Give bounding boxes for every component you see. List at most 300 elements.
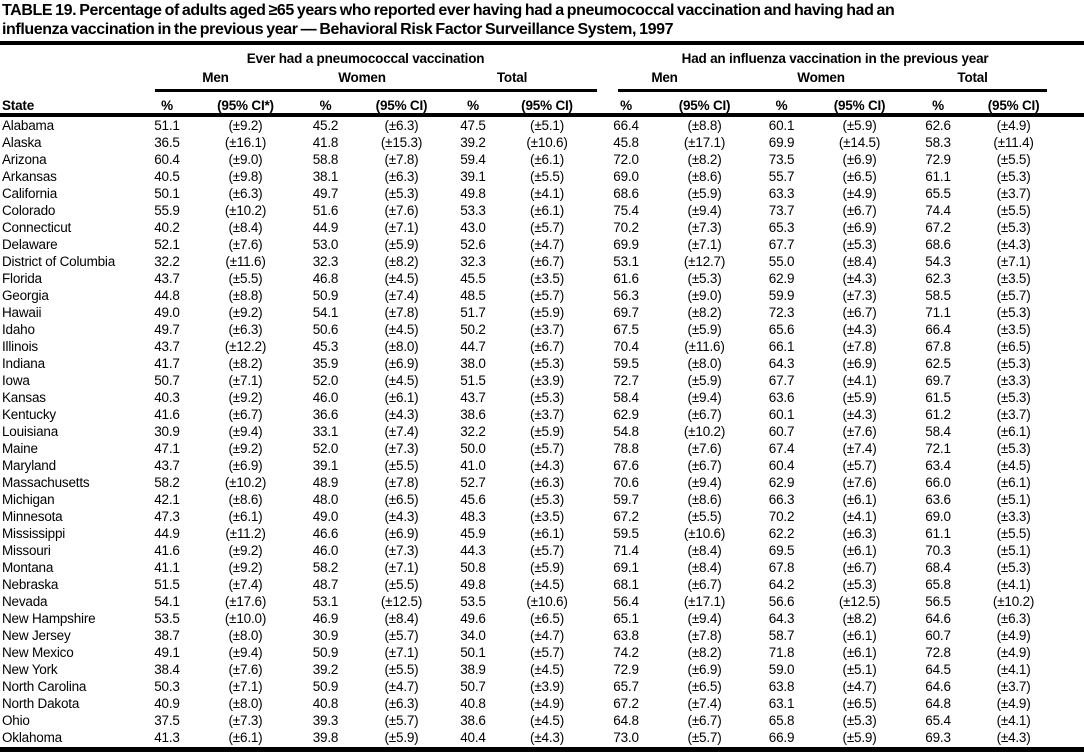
percent-value: 41.6 <box>154 407 180 422</box>
ci-value: (±6.3) <box>530 475 564 490</box>
percent-value: 67.7 <box>768 373 795 388</box>
percent-value: 68.6 <box>925 237 951 252</box>
ci-value: (±10.2) <box>992 594 1035 609</box>
percent-value: 70.2 <box>768 509 795 524</box>
percent-value: 59.9 <box>768 288 795 303</box>
percent-value: 60.7 <box>768 424 795 439</box>
percent-value: 69.7 <box>925 373 951 388</box>
ci-value: (±5.7) <box>687 730 722 745</box>
percent-value: 58.2 <box>312 560 339 575</box>
table-row <box>0 372 1084 389</box>
percent-value: 61.2 <box>925 407 951 422</box>
col-header-ci: (95% CI) <box>987 98 1040 113</box>
ci-value: (±5.3) <box>996 169 1031 184</box>
percent-value: 49.1 <box>154 645 180 660</box>
percent-value: 70.2 <box>613 220 639 235</box>
state-name: Louisiana <box>2 424 58 439</box>
ci-value: (±5.5) <box>996 152 1031 167</box>
state-name: Mississippi <box>2 526 66 541</box>
table-row <box>0 338 1084 355</box>
subgroup-flu-women: Women <box>797 70 845 85</box>
percent-value: 39.1 <box>312 458 339 473</box>
ci-value: (±7.6) <box>842 424 877 439</box>
percent-value: 45.3 <box>312 339 339 354</box>
ci-value: (±8.6) <box>687 492 722 507</box>
percent-value: 45.8 <box>613 135 639 150</box>
ci-value: (±5.7) <box>996 288 1031 303</box>
percent-value: 32.2 <box>154 254 180 269</box>
ci-value: (±5.7) <box>530 441 564 456</box>
table-row <box>0 457 1084 474</box>
ci-value: (±6.3) <box>228 322 263 337</box>
percent-value: 45.9 <box>460 526 486 541</box>
percent-value: 39.8 <box>312 730 339 745</box>
state-name: New Jersey <box>2 628 71 643</box>
percent-value: 56.5 <box>925 594 951 609</box>
subgroup-pneumo-women: Women <box>338 70 386 85</box>
percent-value: 59.0 <box>768 662 795 677</box>
ci-value: (±3.5) <box>996 271 1031 286</box>
percent-value: 60.4 <box>154 152 180 167</box>
percent-value: 64.6 <box>925 679 951 694</box>
ci-value: (±7.6) <box>228 662 263 677</box>
percent-value: 50.0 <box>460 441 486 456</box>
percent-value: 65.4 <box>925 713 951 728</box>
percent-value: 67.8 <box>768 560 795 575</box>
percent-value: 46.8 <box>312 271 339 286</box>
ci-value: (±6.9) <box>842 220 877 235</box>
percent-value: 50.8 <box>460 560 486 575</box>
ci-value: (±6.1) <box>842 543 877 558</box>
percent-value: 70.6 <box>613 475 639 490</box>
percent-value: 40.4 <box>460 730 486 745</box>
state-name: Illinois <box>2 339 38 354</box>
percent-value: 67.7 <box>768 237 795 252</box>
percent-value: 39.3 <box>312 713 339 728</box>
ci-value: (±5.5) <box>996 526 1031 541</box>
percent-value: 58.8 <box>312 152 339 167</box>
ci-value: (±5.9) <box>384 237 419 252</box>
table-row <box>0 168 1084 185</box>
col-header-pct: % <box>319 98 332 113</box>
percent-value: 65.5 <box>925 186 951 201</box>
percent-value: 50.7 <box>154 373 180 388</box>
ci-value: (±4.3) <box>996 237 1031 252</box>
percent-value: 62.9 <box>768 475 795 490</box>
state-name: New York <box>2 662 58 677</box>
percent-value: 69.9 <box>768 135 795 150</box>
percent-value: 32.3 <box>460 254 486 269</box>
table-body <box>0 117 1084 746</box>
percent-value: 72.9 <box>925 152 951 167</box>
ci-value: (±8.8) <box>228 288 263 303</box>
percent-value: 54.1 <box>312 305 339 320</box>
percent-value: 63.8 <box>613 628 639 643</box>
percent-value: 40.8 <box>312 696 339 711</box>
ci-value: (±15.3) <box>380 135 423 150</box>
ci-value: (±8.2) <box>842 611 877 626</box>
subgroup-flu-total: Total <box>957 70 988 85</box>
ci-value: (±4.3) <box>530 458 564 473</box>
ci-value: (±4.9) <box>842 186 877 201</box>
percent-value: 44.3 <box>460 543 486 558</box>
percent-value: 69.5 <box>768 543 795 558</box>
percent-value: 66.0 <box>925 475 951 490</box>
ci-value: (±5.5) <box>228 271 263 286</box>
state-name: Colorado <box>2 203 56 218</box>
ci-value: (±5.5) <box>384 577 419 592</box>
ci-value: (±7.4) <box>687 696 722 711</box>
ci-value: (±6.3) <box>384 169 419 184</box>
state-name: Michigan <box>2 492 55 507</box>
percent-value: 46.6 <box>312 526 339 541</box>
percent-value: 72.7 <box>613 373 639 388</box>
ci-value: (±7.1) <box>996 254 1031 269</box>
ci-value: (±5.9) <box>384 730 419 745</box>
ci-value: (±6.7) <box>842 203 877 218</box>
ci-value: (±6.7) <box>842 305 877 320</box>
table-row <box>0 559 1084 576</box>
ci-value: (±7.4) <box>228 577 263 592</box>
ci-value: (±6.1) <box>530 526 564 541</box>
ci-value: (±10.6) <box>683 526 726 541</box>
ci-value: (±3.5) <box>996 322 1031 337</box>
ci-value: (±4.5) <box>384 373 419 388</box>
ci-value: (±6.3) <box>384 118 419 133</box>
percent-value: 72.0 <box>613 152 639 167</box>
col-header-ci: (95% CI*) <box>217 98 274 113</box>
percent-value: 58.4 <box>925 424 951 439</box>
ci-value: (±6.9) <box>687 662 722 677</box>
percent-value: 33.1 <box>312 424 339 439</box>
ci-value: (±6.9) <box>228 458 263 473</box>
ci-value: (±4.3) <box>384 509 419 524</box>
ci-value: (±6.3) <box>228 186 263 201</box>
ci-value: (±6.5) <box>384 492 419 507</box>
ci-value: (±7.6) <box>228 237 263 252</box>
ci-value: (±7.1) <box>228 679 263 694</box>
table-row <box>0 474 1084 491</box>
percent-value: 41.6 <box>154 543 180 558</box>
percent-value: 66.3 <box>768 492 795 507</box>
percent-value: 62.9 <box>768 271 795 286</box>
ci-value: (±3.9) <box>530 373 564 388</box>
percent-value: 41.3 <box>154 730 180 745</box>
percent-value: 62.5 <box>925 356 951 371</box>
ci-value: (±5.3) <box>842 713 877 728</box>
percent-value: 63.8 <box>768 679 795 694</box>
table-row <box>0 321 1084 338</box>
percent-value: 59.7 <box>613 492 639 507</box>
percent-value: 66.4 <box>613 118 639 133</box>
table-row <box>0 151 1084 168</box>
ci-value: (±3.5) <box>530 271 564 286</box>
ci-value: (±5.9) <box>530 560 564 575</box>
ci-value: (±5.9) <box>687 373 722 388</box>
percent-value: 52.0 <box>312 441 339 456</box>
table-row <box>0 576 1084 593</box>
col-header-pct: % <box>161 98 173 113</box>
ci-value: (±4.1) <box>996 713 1031 728</box>
percent-value: 61.1 <box>925 526 951 541</box>
percent-value: 51.1 <box>154 118 180 133</box>
ci-value: (±4.1) <box>842 509 877 524</box>
percent-value: 67.2 <box>925 220 951 235</box>
percent-value: 39.2 <box>312 662 339 677</box>
ci-value: (±7.8) <box>384 475 419 490</box>
percent-value: 66.1 <box>768 339 795 354</box>
percent-value: 38.1 <box>312 169 339 184</box>
percent-value: 36.5 <box>154 135 180 150</box>
ci-value: (±3.5) <box>530 509 564 524</box>
percent-value: 68.1 <box>613 577 639 592</box>
percent-value: 63.1 <box>768 696 795 711</box>
percent-value: 68.6 <box>613 186 639 201</box>
percent-value: 69.3 <box>925 730 951 745</box>
percent-value: 58.2 <box>154 475 180 490</box>
ci-value: (±6.5) <box>530 611 564 626</box>
percent-value: 50.9 <box>312 288 339 303</box>
ci-value: (±8.0) <box>687 356 722 371</box>
table-title <box>2 1 1082 39</box>
percent-value: 48.7 <box>312 577 339 592</box>
ci-value: (±5.7) <box>384 628 419 643</box>
ci-value: (±5.5) <box>530 169 564 184</box>
ci-value: (±6.7) <box>687 407 722 422</box>
ci-value: (±10.0) <box>224 611 267 626</box>
percent-value: 61.1 <box>925 169 951 184</box>
ci-value: (±8.4) <box>228 220 263 235</box>
subgroup-pneumo-men: Men <box>202 70 229 85</box>
ci-value: (±5.7) <box>842 458 877 473</box>
percent-value: 49.0 <box>154 305 180 320</box>
percent-value: 30.9 <box>312 628 339 643</box>
percent-value: 44.8 <box>154 288 180 303</box>
percent-value: 50.9 <box>312 645 339 660</box>
percent-value: 41.0 <box>460 458 486 473</box>
ci-value: (±9.4) <box>687 611 722 626</box>
ci-value: (±8.6) <box>228 492 263 507</box>
group-header-spacer <box>0 46 145 68</box>
ci-value: (±7.8) <box>842 339 877 354</box>
state-name: New Hampshire <box>2 611 96 626</box>
table-title-line1: TABLE 19. Percentage of adults aged ≥65 years who reported ever having had a pneumococcal vaccination and having had an <box>2 2 895 19</box>
percent-value: 36.6 <box>312 407 339 422</box>
percent-value: 46.0 <box>312 543 339 558</box>
state-name: Florida <box>2 271 42 286</box>
percent-value: 40.9 <box>154 696 180 711</box>
percent-value: 50.6 <box>312 322 339 337</box>
state-name: Delaware <box>2 237 58 252</box>
percent-value: 65.7 <box>613 679 639 694</box>
ci-value: (±5.3) <box>842 237 877 252</box>
col-header-pct: % <box>775 98 788 113</box>
ci-value: (±4.7) <box>530 237 564 252</box>
vaccination-table <box>0 46 1084 746</box>
ci-value: (±12.2) <box>224 339 267 354</box>
ci-value: (±10.2) <box>224 203 267 218</box>
percent-value: 67.2 <box>613 509 639 524</box>
percent-value: 67.5 <box>613 322 639 337</box>
ci-value: (±8.8) <box>687 118 722 133</box>
ci-value: (±17.1) <box>683 135 726 150</box>
percent-value: 52.0 <box>312 373 339 388</box>
percent-value: 53.5 <box>460 594 486 609</box>
percent-value: 37.5 <box>154 713 180 728</box>
state-name: Nevada <box>2 594 48 609</box>
percent-value: 38.6 <box>460 407 486 422</box>
percent-value: 63.4 <box>925 458 951 473</box>
ci-value: (±6.1) <box>228 509 263 524</box>
table-row <box>0 661 1084 678</box>
ci-value: (±7.6) <box>687 441 722 456</box>
percent-value: 50.7 <box>460 679 486 694</box>
percent-value: 69.9 <box>613 237 639 252</box>
ci-value: (±5.1) <box>530 118 564 133</box>
percent-value: 66.9 <box>768 730 795 745</box>
ci-value: (±6.7) <box>530 339 564 354</box>
ci-value: (±4.9) <box>996 628 1031 643</box>
ci-value: (±6.9) <box>384 526 419 541</box>
percent-value: 74.2 <box>613 645 639 660</box>
percent-value: 53.1 <box>613 254 639 269</box>
state-name: Oklahoma <box>2 730 62 745</box>
ci-value: (±4.1) <box>842 373 877 388</box>
ci-value: (±12.5) <box>380 594 423 609</box>
percent-value: 68.4 <box>925 560 951 575</box>
ci-value: (±7.1) <box>384 220 419 235</box>
ci-value: (±5.9) <box>530 424 564 439</box>
ci-value: (±8.4) <box>687 543 722 558</box>
table-row <box>0 712 1084 729</box>
percent-value: 71.1 <box>925 305 951 320</box>
percent-value: 58.5 <box>925 288 951 303</box>
percent-value: 49.7 <box>312 186 339 201</box>
percent-value: 53.1 <box>312 594 339 609</box>
percent-value: 49.7 <box>154 322 180 337</box>
percent-value: 72.9 <box>613 662 639 677</box>
table-row <box>0 389 1084 406</box>
ci-value: (±5.5) <box>687 509 722 524</box>
ci-value: (±5.7) <box>530 645 564 660</box>
table-row <box>0 185 1084 202</box>
ci-value: (±9.4) <box>687 203 722 218</box>
ci-value: (±6.7) <box>687 458 722 473</box>
percent-value: 48.5 <box>460 288 486 303</box>
ci-value: (±6.1) <box>530 152 564 167</box>
ci-value: (±5.5) <box>384 662 419 677</box>
state-name: Arkansas <box>2 169 57 184</box>
ci-value: (±9.4) <box>228 645 263 660</box>
ci-value: (±5.9) <box>842 390 877 405</box>
percent-value: 49.8 <box>460 186 486 201</box>
table-row <box>0 542 1084 559</box>
percent-value: 67.2 <box>613 696 639 711</box>
ci-value: (±11.6) <box>225 254 266 269</box>
table-row <box>0 219 1084 236</box>
percent-value: 46.0 <box>312 390 339 405</box>
state-name: Ohio <box>2 713 30 728</box>
influenza-subheader-rule <box>618 89 1047 92</box>
state-name: District of Columbia <box>2 254 116 269</box>
ci-value: (±6.1) <box>228 730 263 745</box>
percent-value: 65.8 <box>768 713 795 728</box>
ci-value: (±5.1) <box>996 543 1031 558</box>
ci-value: (±6.5) <box>687 679 722 694</box>
percent-value: 47.3 <box>154 509 180 524</box>
title-rule <box>0 41 1084 45</box>
table-title-line2: influenza vaccination in the previous year — Behavioral Risk Factor Surveillance System, 1997 <box>2 21 674 38</box>
ci-value: (±6.1) <box>842 492 877 507</box>
percent-value: 58.4 <box>613 390 639 405</box>
ci-value: (±6.3) <box>996 611 1031 626</box>
table-row <box>0 593 1084 610</box>
ci-value: (±6.1) <box>842 628 877 643</box>
percent-value: 53.3 <box>460 203 486 218</box>
percent-value: 55.0 <box>768 254 795 269</box>
ci-value: (±4.9) <box>996 645 1031 660</box>
state-name: Nebraska <box>2 577 59 592</box>
table-row <box>0 304 1084 321</box>
percent-value: 64.6 <box>925 611 951 626</box>
percent-value: 73.7 <box>768 203 795 218</box>
percent-value: 63.6 <box>925 492 951 507</box>
state-name: New Mexico <box>2 645 74 660</box>
table-row <box>0 695 1084 712</box>
ci-value: (±14.5) <box>838 135 881 150</box>
ci-value: (±4.7) <box>384 679 419 694</box>
ci-value: (±7.3) <box>687 220 722 235</box>
percent-value: 56.6 <box>768 594 795 609</box>
percent-value: 78.8 <box>613 441 639 456</box>
ci-value: (±8.2) <box>687 305 722 320</box>
percent-value: 48.9 <box>312 475 339 490</box>
percent-value: 48.3 <box>460 509 486 524</box>
ci-value: (±9.4) <box>228 424 263 439</box>
ci-value: (±5.9) <box>687 186 722 201</box>
col-header-ci: (95% CI) <box>833 98 886 113</box>
ci-value: (±6.7) <box>687 577 722 592</box>
percent-value: 62.9 <box>613 407 639 422</box>
percent-value: 64.2 <box>768 577 795 592</box>
table-row <box>0 627 1084 644</box>
table-row <box>0 270 1084 287</box>
percent-value: 54.1 <box>154 594 180 609</box>
page-bottom-rule <box>0 747 1084 752</box>
pneumococcal-subheader-rule <box>155 89 597 92</box>
ci-value: (±6.9) <box>842 152 877 167</box>
ci-value: (±5.3) <box>384 186 419 201</box>
ci-value: (±6.3) <box>842 526 877 541</box>
ci-value: (±5.3) <box>996 356 1031 371</box>
ci-value: (±4.1) <box>996 662 1031 677</box>
ci-value: (±9.0) <box>228 152 263 167</box>
subgroup-header-spacer <box>0 68 145 88</box>
ci-value: (±8.4) <box>384 611 419 626</box>
ci-value: (±9.2) <box>228 118 263 133</box>
percent-value: 40.8 <box>460 696 486 711</box>
ci-value: (±7.1) <box>228 373 263 388</box>
state-name: Kansas <box>2 390 46 405</box>
ci-value: (±9.8) <box>228 169 263 184</box>
ci-value: (±7.1) <box>384 560 419 575</box>
ci-value: (±5.5) <box>384 458 419 473</box>
percent-value: 49.8 <box>460 577 486 592</box>
ci-value: (±4.1) <box>996 577 1031 592</box>
ci-value: (±9.0) <box>687 288 722 303</box>
percent-value: 64.8 <box>925 696 951 711</box>
ci-value: (±6.1) <box>996 424 1031 439</box>
